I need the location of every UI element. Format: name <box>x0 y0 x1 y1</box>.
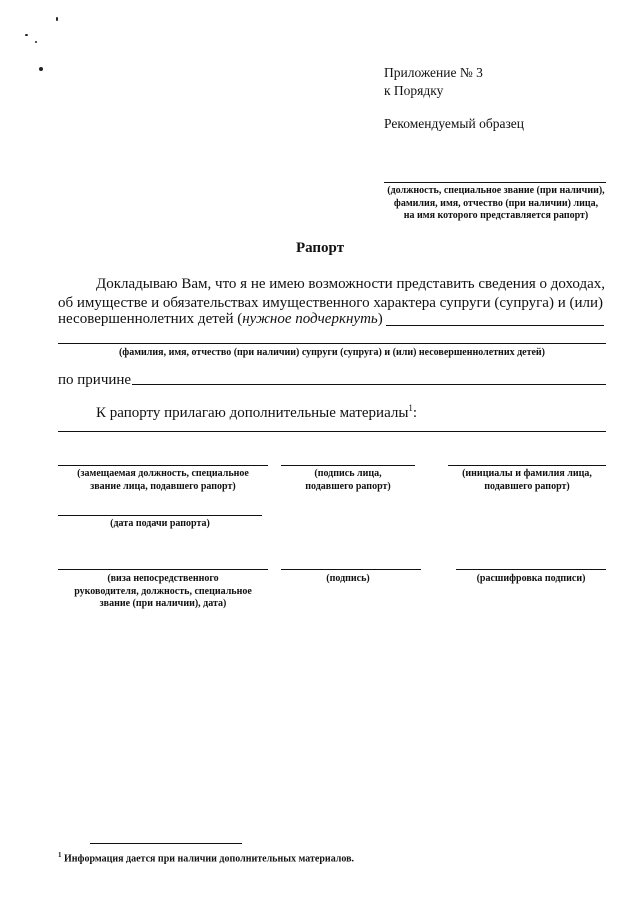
position-caption: (замещаемая должность, специальное звание лица, подавшего рапорт) <box>77 468 249 492</box>
spouse-name-line[interactable] <box>386 325 604 326</box>
visa-line[interactable] <box>58 569 268 570</box>
reason-label: по причине <box>58 372 132 388</box>
body-line-2: об имуществе и обязательствах имущественного характера супруги (супруга) и (или) <box>58 295 604 311</box>
decryption-line[interactable] <box>456 569 606 570</box>
position-line[interactable] <box>58 465 268 466</box>
relatives-caption: (фамилия, имя, отчество (при наличии) супруги (супруга) и (или) несовершеннолетних детей) <box>118 347 546 358</box>
footnote-separator <box>90 843 242 844</box>
footnote: $^1$ Информация дается при наличии дополнительных материалов. <box>58 851 355 865</box>
date-line[interactable] <box>58 515 262 516</box>
appendix-number: Приложение № 3 <box>384 65 483 80</box>
signature-caption: (подпись лица, подавшего рапорт) <box>305 468 391 492</box>
scan-speck <box>35 41 37 43</box>
reason-line[interactable] <box>132 384 606 385</box>
visa-caption: (виза непосредственного руководителя, должность, специальное звание (при наличии), дата) <box>74 573 252 609</box>
attachments-line[interactable] <box>58 431 606 432</box>
signature-line[interactable] <box>281 465 415 466</box>
scan-speck <box>25 34 28 36</box>
visa-signature-line[interactable] <box>281 569 421 570</box>
attachments-label: К рапорту прилагаю дополнительные материалы$^1$: <box>96 403 418 421</box>
relatives-name-line[interactable] <box>58 343 606 344</box>
appendix-header <box>384 64 483 100</box>
scan-speck <box>39 67 43 71</box>
recommended-sample-label: Рекомендуемый образец <box>384 116 525 131</box>
date-caption: (дата подачи рапорта) <box>110 518 210 529</box>
body-line-1: Докладываю Вам, что я не имею возможности представить сведения о доходах, <box>96 276 606 292</box>
document-title: Рапорт <box>295 240 345 256</box>
appendix-reference: к Порядку <box>384 83 444 98</box>
decryption-caption: (расшифровка подписи) <box>476 573 586 584</box>
addressee-caption: (должность, специальное звание (при наличии), фамилия, имя, отчество (при наличии) лица, на имя которого представляется рапорт) <box>387 185 605 221</box>
visa-signature-caption: (подпись) <box>326 573 370 584</box>
body-line-3: несовершеннолетних детей (нужное подчеркнуть) <box>58 311 383 327</box>
addressee-line <box>384 182 606 183</box>
scan-speck <box>56 17 58 21</box>
initials-line[interactable] <box>448 465 606 466</box>
initials-caption: (инициалы и фамилия лица, подавшего рапорт) <box>462 468 592 492</box>
